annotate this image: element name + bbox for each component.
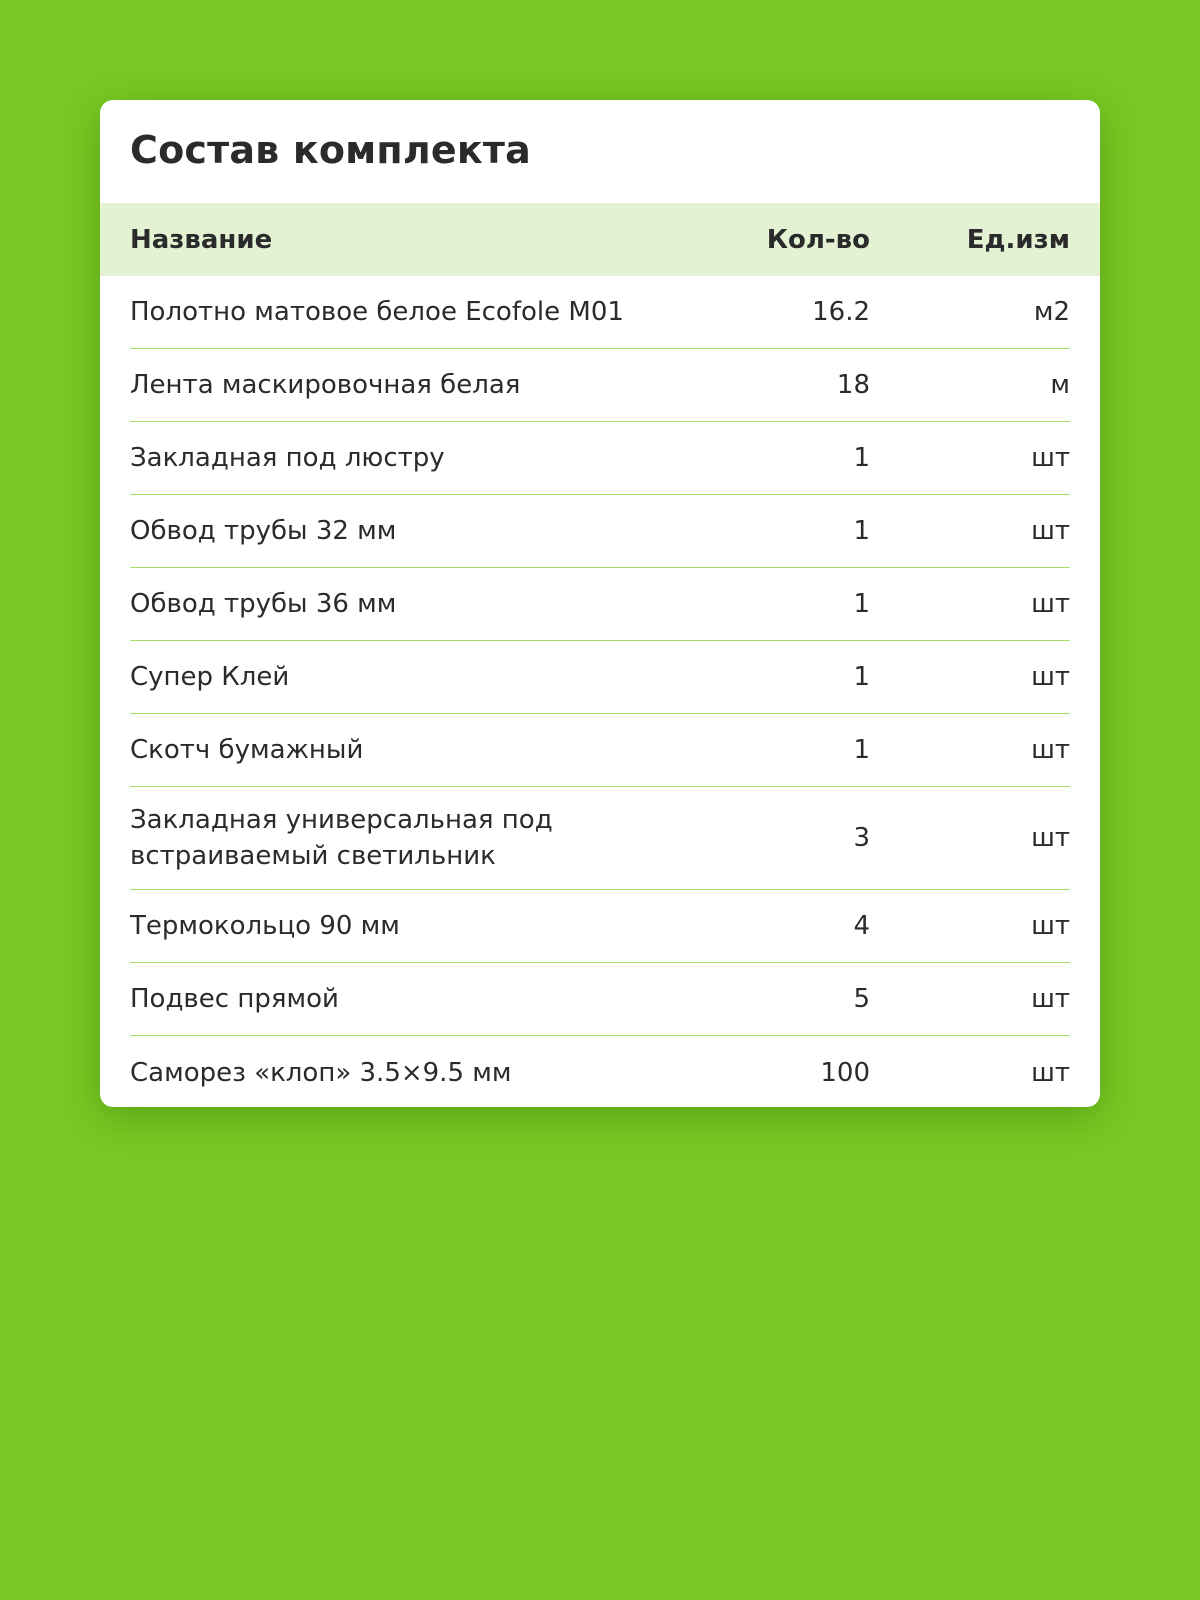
item-qty: 1: [853, 589, 870, 619]
column-header-unit: Ед.изм: [966, 224, 1070, 255]
item-qty: 3: [853, 823, 870, 853]
kit-contents-table: [100, 203, 1100, 1107]
item-unit: шт: [1031, 984, 1070, 1014]
table-header: [100, 203, 1100, 276]
item-unit: шт: [1031, 589, 1070, 619]
item-qty: 18: [836, 370, 870, 400]
table-row: [130, 963, 1070, 1036]
item-name: Закладная под люстру: [130, 443, 445, 473]
item-qty: 1: [853, 735, 870, 765]
item-name: Обвод трубы 36 мм: [130, 589, 397, 619]
table-row: [130, 641, 1070, 714]
item-name: Супер Клей: [130, 662, 290, 692]
table-row: [130, 276, 1070, 349]
table-row: [130, 1036, 1070, 1107]
item-qty: 1: [853, 662, 870, 692]
kit-contents-card: [100, 100, 1100, 1107]
item-unit: шт: [1031, 1057, 1070, 1088]
item-qty: 1: [853, 443, 870, 473]
item-name: Саморез «клоп» 3.5×9.5 мм: [130, 1057, 512, 1088]
table-row: [130, 568, 1070, 641]
column-header-qty: Кол-во: [766, 224, 870, 255]
table-row: [130, 714, 1070, 787]
item-unit: м2: [1033, 297, 1070, 327]
card-title: Состав комплекта: [130, 128, 531, 172]
item-qty: 5: [853, 984, 870, 1014]
table-row: [130, 495, 1070, 568]
item-unit: шт: [1031, 735, 1070, 765]
item-name: Полотно матовое белое Ecofole M01: [130, 297, 624, 327]
item-name: Обвод трубы 32 мм: [130, 516, 397, 546]
item-name: Закладная универсальная под встраиваемый светильник: [130, 805, 553, 871]
item-unit: шт: [1031, 823, 1070, 853]
item-unit: шт: [1031, 516, 1070, 546]
item-qty: 4: [853, 911, 870, 941]
item-name: Лента маскировочная белая: [130, 370, 521, 400]
item-unit: шт: [1031, 443, 1070, 473]
table-row: [130, 787, 1070, 890]
item-qty: 1: [853, 516, 870, 546]
item-name: Термокольцо 90 мм: [130, 911, 400, 941]
item-qty: 16.2: [812, 297, 870, 327]
item-unit: м: [1050, 370, 1070, 400]
item-name: Подвес прямой: [130, 984, 339, 1014]
item-unit: шт: [1031, 662, 1070, 692]
item-qty: 100: [820, 1057, 870, 1088]
table-row: [130, 890, 1070, 963]
item-unit: шт: [1031, 911, 1070, 941]
item-name: Скотч бумажный: [130, 735, 364, 765]
table-row: [130, 349, 1070, 422]
column-header-name: Название: [130, 224, 273, 255]
table-row: [130, 422, 1070, 495]
